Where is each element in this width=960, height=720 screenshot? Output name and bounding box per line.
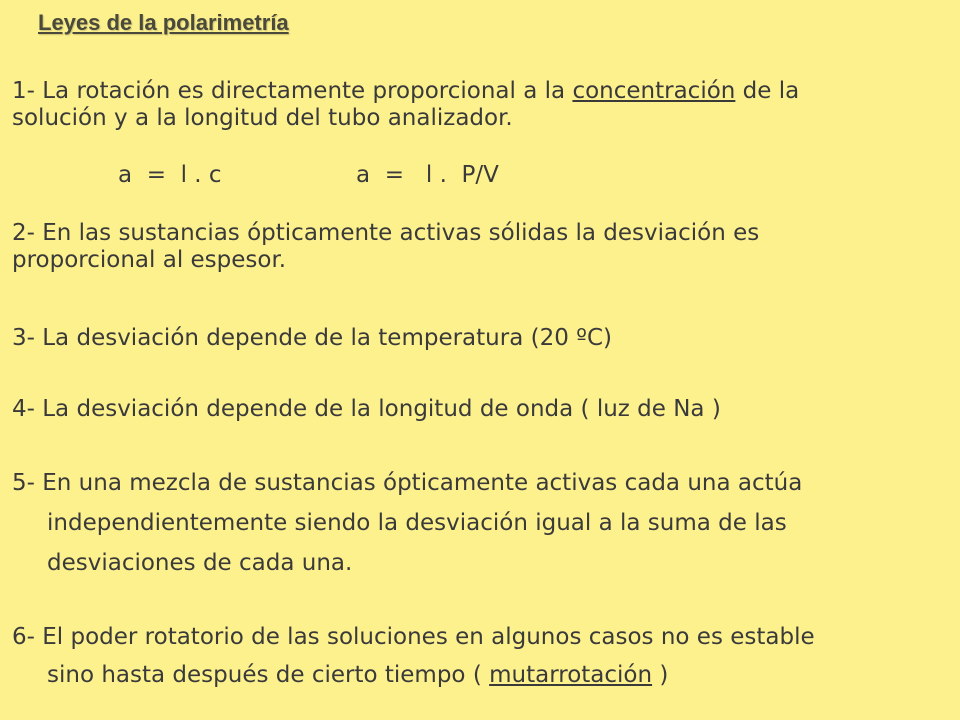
law-4-line-1: 4- La desviación depende de la longitud de onda ( luz de Na ) (12, 396, 721, 422)
formula-1: a = l . c (118, 162, 222, 188)
law-1 (12, 78, 799, 132)
law-6-text-a: sino hasta después de cierto tiempo ( (47, 662, 490, 688)
law-3-line-1: 3- La desviación depende de la temperatura (20 ºC) (12, 325, 613, 351)
law-6-line-1: 6- El poder rotatorio de las soluciones en algunos casos no es estable (12, 624, 815, 650)
formula-2: a = l . P/V (356, 162, 499, 188)
mutarotation-term: mutarrotación (489, 662, 653, 688)
slide-title: Leyes de la polarimetría (38, 10, 289, 35)
concentration-term: concentración (572, 78, 736, 104)
law-5-line-2: independientemente siendo la desviación igual a la suma de las (47, 510, 787, 536)
law-1-text-b: de la (735, 78, 800, 104)
law-3 (12, 325, 612, 352)
law-2 (12, 220, 759, 274)
law-5-line-1: 5- En una mezcla de sustancias ópticamente activas cada una actúa (12, 470, 803, 496)
law-4 (12, 396, 721, 423)
law-1-line-1 (12, 78, 799, 105)
law-2-line-2: proporcional al espesor. (12, 247, 287, 273)
law-6-text-b: ) (652, 662, 669, 688)
law-2-line-1: 2- En las sustancias ópticamente activas sólidas la desviación es (12, 220, 760, 246)
law-6-line-2 (47, 662, 668, 688)
law-1-text-a: 1- La rotación es directamente proporcional a la (12, 78, 573, 104)
law-1-line-2: solución y a la longitud del tubo analizador. (12, 105, 513, 131)
law-5-line-3: desviaciones de cada una. (47, 550, 353, 576)
